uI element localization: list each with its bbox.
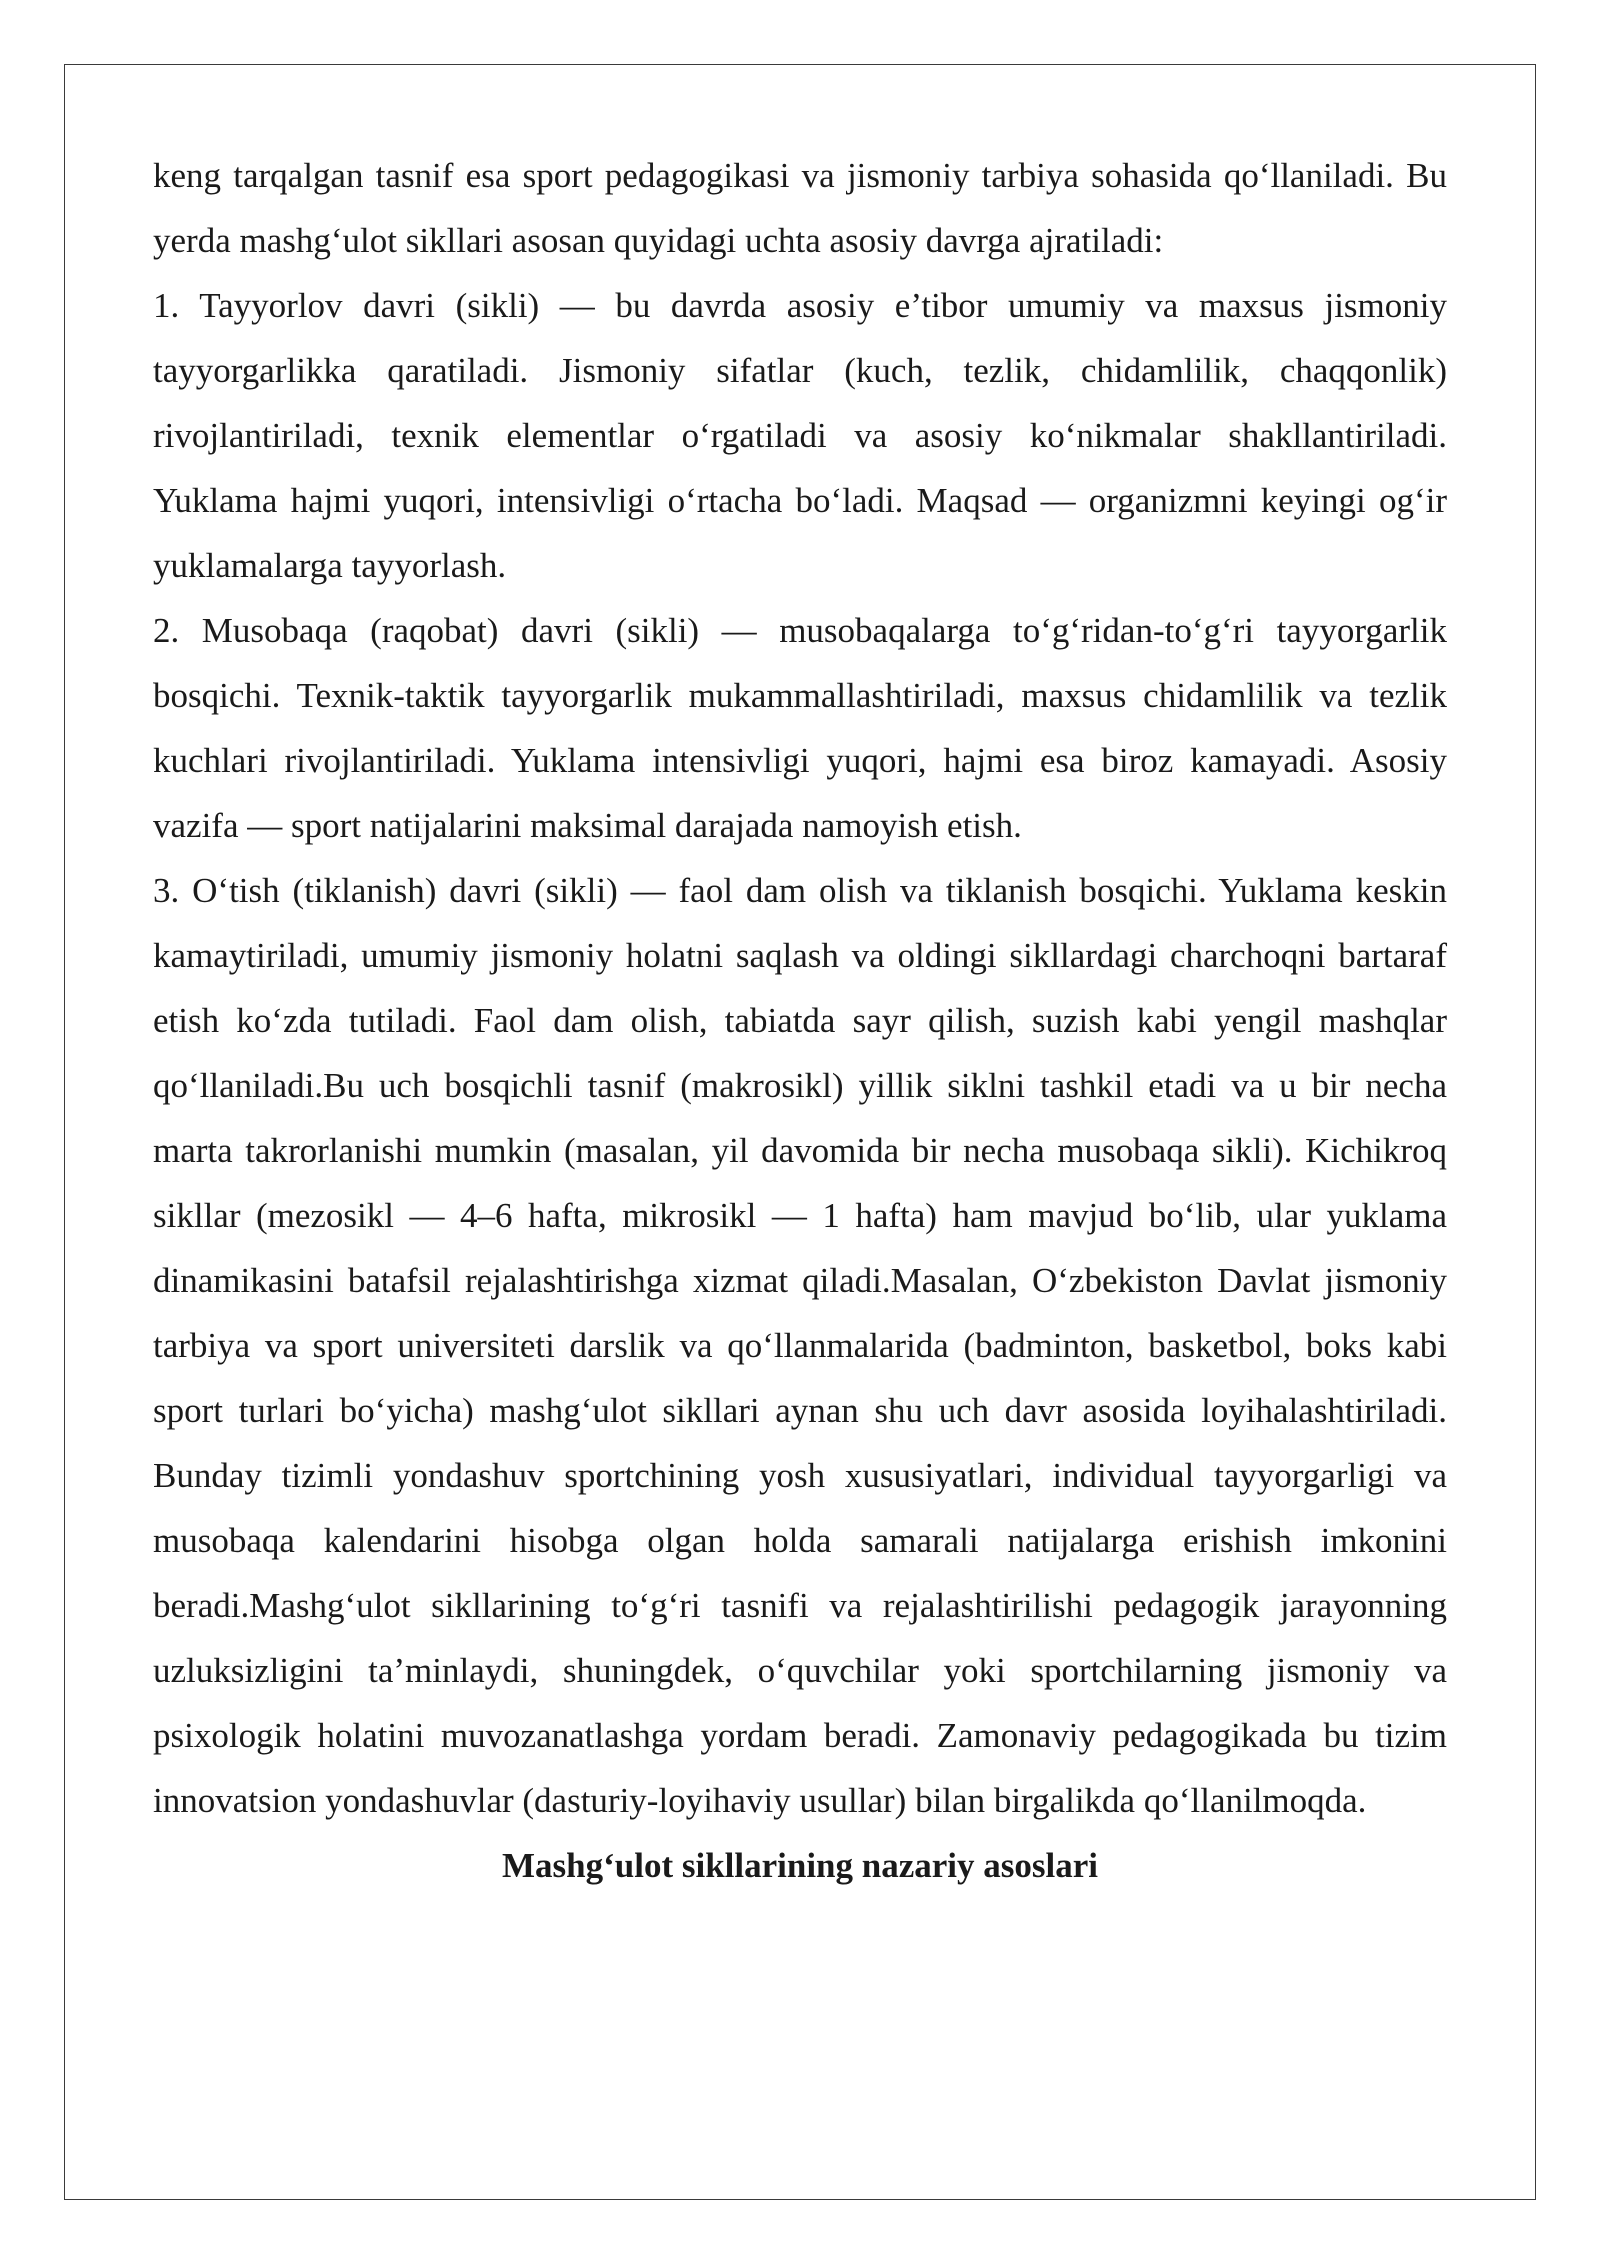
intro-paragraph: keng tarqalgan tasnif esa sport pedagogikasi va jismoniy tarbiya sohasida qo‘llaniladi. Bu yerda mashg‘ulot sikllari asosan quyidagi uchta asosiy davrga ajratiladi: <box>153 156 1447 260</box>
preparatory-period-paragraph: 1. Tayyorlov davri (sikli) — bu davrda asosiy e’tibor umumiy va maxsus jismoniy tayyorgarlikka qaratiladi. Jismoniy sifatlar (kuch, tezlik, chidamlilik, chaqqonlik) rivojlantiriladi, texnik elementlar o‘rgatiladi va asosiy ko‘nikmalar shakllantiriladi. Yuklama hajmi yuqori, intensivligi o‘rtacha bo‘ladi. Maqsad — organizmni keyingi og‘ir yuklamalarga tayyorlash. <box>153 286 1447 585</box>
section-heading: Mashg‘ulot sikllarining nazariy asoslari <box>501 1846 1099 1885</box>
document-body <box>153 143 1447 1898</box>
transition-period-paragraph: 3. O‘tish (tiklanish) davri (sikli) — faol dam olish va tiklanish bosqichi. Yuklama keskin kamaytiriladi, umumiy jismoniy holatni saqlash va oldingi sikllardagi charchoqni bartaraf etish ko‘zda tutiladi. Faol dam olish, tabiatda sayr qilish, suzish kabi yengil mashqlar qo‘llaniladi.Bu uch bosqichli tasnif (makrosikl) yillik siklni tashkil etadi va u bir necha marta takrorlanishi mumkin (masalan, yil davomida bir necha musobaqa sikli). Kichikroq sikllar (mezosikl — 4–6 hafta, mikrosikl — 1 hafta) ham mavjud bo‘lib, ular yuklama dinamikasini batafsil rejalashtirishga xizmat qiladi.Masalan, O‘zbekiston Davlat jismoniy tarbiya va sport universiteti darslik va qo‘llanmalarida (badminton, basketbol, boks kabi sport turlari bo‘yicha) mashg‘ulot sikllari aynan shu uch davr asosida loyihalashtiriladi. Bunday tizimli yondashuv sportchining yosh xususiyatlari, individual tayyorgarligi va musobaqa kalendarini hisobga olgan holda samarali natijalarga erishish imkonini beradi.Mashg‘ulot sikllarining to‘g‘ri tasnifi va rejalashtirilishi pedagogik jarayonning uzluksizligini ta’minlaydi, shuningdek, o‘quvchilar yoki sportchilarning jismoniy va psixologik holatini muvozanatlashga yordam beradi. Zamonaviy pedagogikada bu tizim innovatsion yondashuvlar (dasturiy-loyihaviy usullar) bilan birgalikda qo‘llanilmoqda. <box>153 871 1447 1820</box>
competition-period-paragraph: 2. Musobaqa (raqobat) davri (sikli) — musobaqalarga to‘g‘ridan-to‘g‘ri tayyorgarlik bosqichi. Texnik-taktik tayyorgarlik mukammallashtiriladi, maxsus chidamlilik va tezlik kuchlari rivojlantiriladi. Yuklama intensivligi yuqori, hajmi esa biroz kamayadi. Asosiy vazifa — sport natijalarini maksimal darajada namoyish etish. <box>153 611 1447 845</box>
